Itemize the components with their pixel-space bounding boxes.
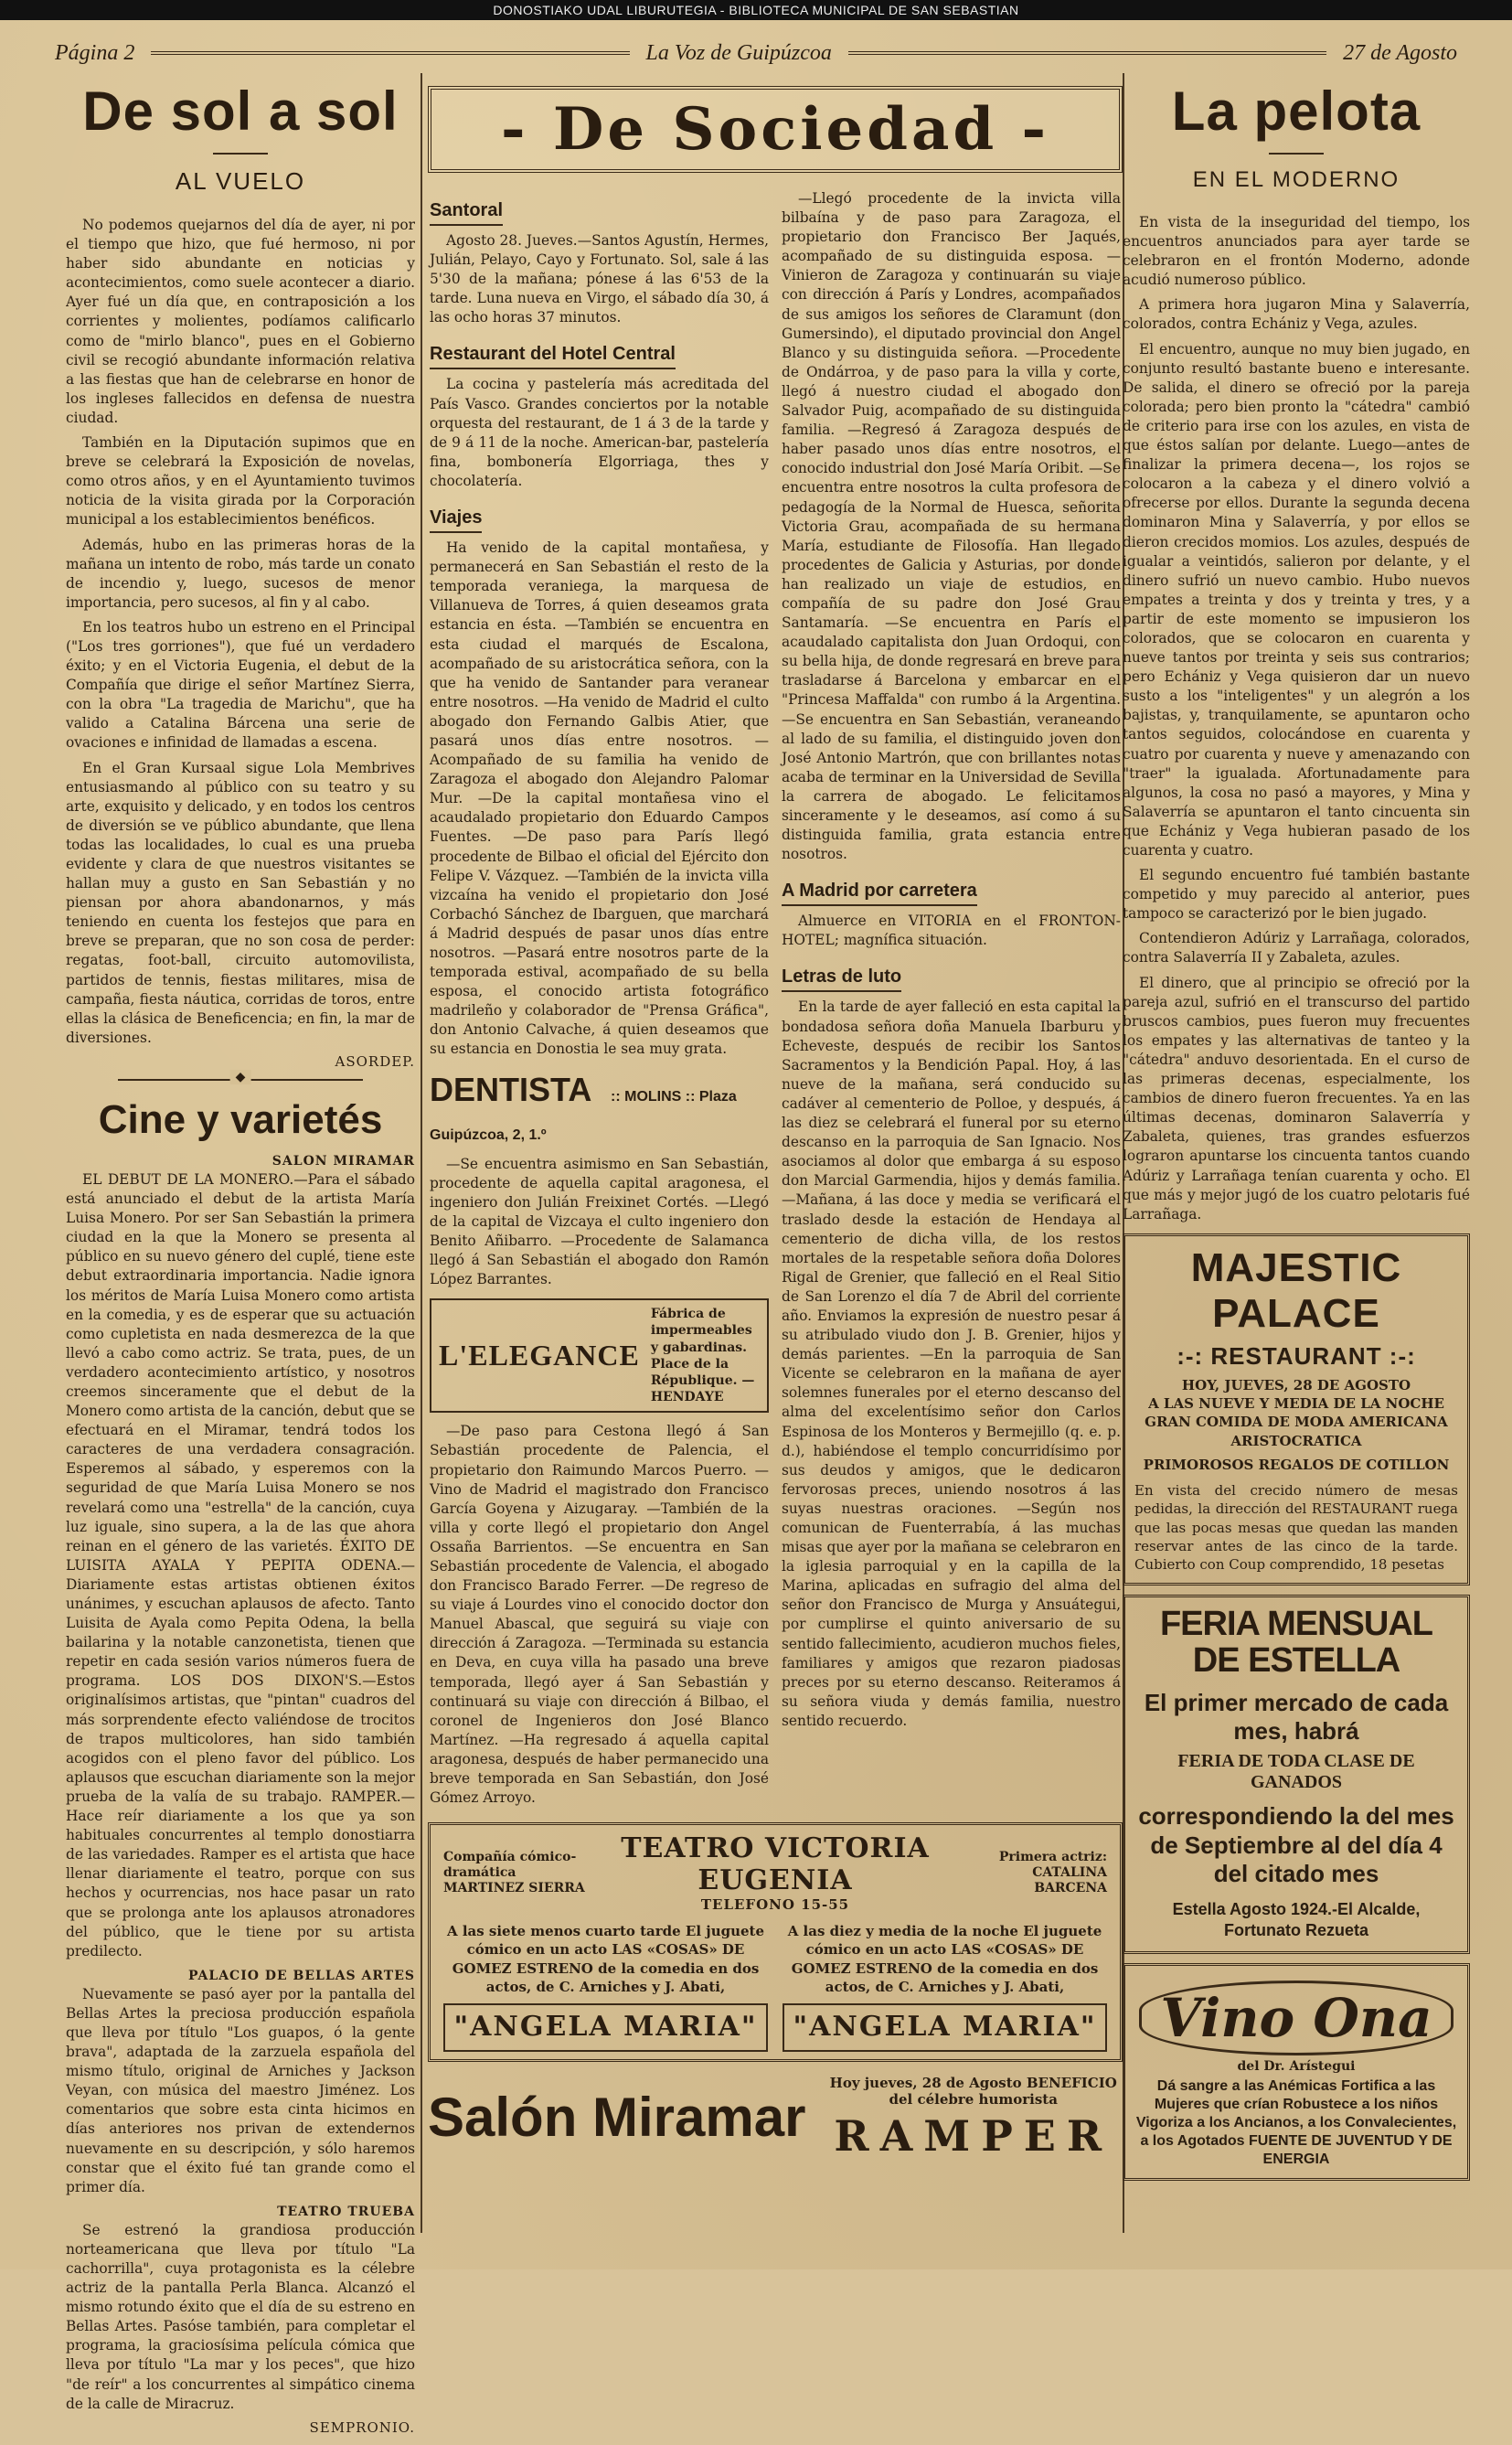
elegance-text: Fábrica de impermeables y gabardinas. Place de la République. — HENDAYE [650,1307,755,1405]
feria-line: FERIA DE TODA CLASE DE GANADOS [1177,1751,1415,1793]
teatro-company: Compañía cómico-dramática MARTINEZ SIERRA [443,1850,585,1895]
archive-banner: DONOSTIAKO UDAL LIBURUTEGIA - BIBLIOTECA MUNICIPAL DE SAN SEBASTIAN [0,0,1512,20]
issue-date: 27 de Agosto [1343,40,1457,65]
section-separator [118,1079,362,1090]
article-paragraph: En el Gran Kursaal sigue Lola Membrives entusiasmando al público con su teatro y su arte, exquisito y delicado, y en todos los centros de diversión se ve público abundante, que llena todas las localidades, lo cual es una prueba evidente y clara de que nuestros visitantes se hallan muy a gusto en San Sebastián y no piensan por ahora abandonarnos, y más teniendo en cuenta los festejos que para en breve se preparan, que no son cosa de perder: regatas, foot-ball, circuito automovilista, partidos de tennis, fiestas militares, misa de campaña, fiesta náutica, corridas de toros, entre ellas la clásica de Beneficencia; en fin, la mar de diversiones. [66,759,415,1046]
majestic-body: En vista del crecido número de mesas pedidas, la dirección del RESTAURANT ruega que las pocas mesas que quedan las manden reservar antes de las cinco de la tarde. Cubierto con Coup comprendido, 18 pesetas [1134,1482,1458,1574]
headline-de-sol-a-sol: De sol a sol [82,82,399,142]
salon-info [824,2075,1123,2161]
teatro-shows [443,1922,1107,2052]
column-de-sociedad [421,82,1130,2161]
folio-header [55,38,1457,68]
salon-artist: RAMPER [834,2110,1113,2161]
dentista-title: DENTISTA [430,1070,591,1108]
subhead-al-vuelo: AL VUELO [175,167,306,195]
ad-feria-estella [1123,1595,1470,1954]
headline-la-pelota: La pelota [1171,82,1421,142]
feria-line: correspondiendo la del mes de Septiembre al del día 4 del citado mes [1138,1802,1454,1887]
folio-rule [848,51,1326,55]
article-paragraph: —Se encuentra asimismo en San Sebastián, procedente de aquella capital aragonesa, el ingeniero don Julián Freixinet Cortés. —Llegó de la capital de Vizcaya el culto ingeniero don Benito Añibarro. —Procedente de Salamanca llegó á San Sebastián el abogado don Ramón López Barrantes. [430,1155,769,1288]
column-la-pelota [1123,82,1470,2190]
section-title-viajes: Viajes [430,507,482,533]
majestic-line: HOY, JUEVES, 28 DE AGOSTO [1181,1376,1411,1393]
majestic-restaurant: :-: RESTAURANT :-: [1177,1341,1416,1370]
feria-title: FERIA MENSUAL DE ESTELLA [1159,1605,1433,1681]
banner-de-sociedad: - De Sociedad - [428,86,1123,173]
article-signoff: ASORDEP. [335,1052,415,1070]
feria-signature: Estella Agosto 1924.-El Alcalde, Fortunato Rezueta [1172,1900,1421,1940]
play-title: "ANGELA MARIA" [443,2003,768,2052]
article-paragraph: Además, hubo en las primeras horas de la mañana un intento de robo, más tarde un conato de incendio y, luego, sucesos de menor importancia, pero sucesos, al fin y al cabo. [66,536,415,611]
sociedad-left [430,189,769,1813]
article-paragraph: Agosto 28. Jueves.—Santos Agustín, Hermes, Julián, Pelayo, Cayo y Fortunato. Sol, sale á las 5'30 de la mañana; pónese á las 6'53 de la tarde. Luna nueva en Virgo, el sábado día 30, á las ocho horas 37 minutos. [430,232,769,326]
article-paragraph: En vista de la inseguridad del tiempo, los encuentros anunciados para ayer tarde se celebraron en el frontón Moderno, adonde acudió numeroso público. [1123,214,1470,289]
salon-name: Salón Miramar [428,2087,806,2149]
article-paragraph: EL DEBUT DE LA MONERO.—Para el sábado está anunciado el debut de la artista María Luisa Monero. Por ser San Sebastián la primera ciudad en la que la Monero se presenta al público en su nuevo género del cuplé, tiene este debut extraordinaria importancia. Nadie ignora los méritos de María Luisa Monero como artista en la comedia, y es de esperar que su actuación como cupletista en nada desmerezca de la que llevó a cabo como actriz. Se trata, pues, de un verdadero acontecimiento artístico, y nosotros creemos sinceramente que el debut de la Monero como artista de la canción, debut que se efectuará en el Miramar, tendrá todos los caracteres de una verdadera consagración. Esperemos al sábado, y esperemos con la seguridad de que María Luisa Monero se nos revelará como una "estrella" de la canción, cuya luz iguale, sino supera, a la de las que ahora reinan en el género de las varietés. ÉXITO DE LUISITA AYALA Y PEPITA ODENA.—Diariamente estas artistas obtienen éxitos unánimes, y escuchan aplausos de afecto. Tanto Luisita de Ayala como Pepita Odena, la bella bailarina y la notable canzonetista, tienen que repetir en cada sesión varios números fuera de programa. LOS DOS DIXON'S.—Estos originalísimos artistas, que "pintan" cuadros del más sorprendente efecto valiéndose de trocitos de trapos multicolores, han sido también acogidos con el pleno favor del público. Los aplausos que escuchan diariamente son la mejor prueba de la valía de su trabajo. RAMPER.—Hace reír diariamente a los que ya son habituales concurrentes al templo donostiarra de las variedades. Ramper es el artista que hace llenar diariamente el teatro, porque con sus hechos y ocurrencias, nos hace pasar un rato que se prolonga ante los aplausos atronadores del público, que le tiene por su artista predilecto. [66,1170,415,1959]
article-paragraph: Nuevamente se pasó ayer por la pantalla del Bellas Artes la preciosa producción española que lleva por título "Los guapos, ó la gente brava", adaptada de la zarzuela española del mismo título, original de Arniches y Jackson Veyan, con música del maestro Jiménez. Los comentarios que sobre esta cinta hicimos en días anteriores nos privan de extendernos nuevamente en su descripción, y sólo haremos constar que el éxito fué tan grande como el primer día. [66,1985,415,2195]
teatro-telephone: TELEFONO 15-55 [700,1896,850,1914]
subhead-en-el-moderno: EN EL MODERNO [1192,167,1400,192]
majestic-line: GRAN COMIDA DE MODA AMERICANA ARISTOCRATICA [1145,1414,1448,1449]
column-de-sol-a-sol [66,82,415,2445]
folio-rule [151,51,629,55]
ornament-rule [213,153,268,155]
teatro-center [599,1832,952,1913]
article-paragraph: La cocina y pastelería más acreditada del País Vasco. Grandes conciertos por la notable orquesta del restaurant, de 1 á 3 de la tarde y de 9 á 11 de la noche. American-bar, pastelería fina, bombonería Elgorriaga, thes y chocolatería. [430,376,769,489]
headline-cine-y-varietes: Cine y varietés [98,1096,383,1142]
ad-vino-ona [1123,1963,1470,2181]
section-title-hotel-central: Restaurant del Hotel Central [430,344,676,369]
article-paragraph: El segundo encuentro fué también bastante competido y muy parecido al anterior, pues tampoco se caracterizó por le bien jugado. [1123,867,1470,923]
elegance-brand: L'ELEGANCE [439,1339,640,1372]
newspaper-title: La Voz de Guipúzcoa [645,40,832,65]
section-title-a-madrid: A Madrid por carretera [782,881,977,906]
page-number: Página 2 [55,40,135,65]
article-paragraph: No podemos quejarnos del día de ayer, ni por el tiempo que hizo, que fué hermoso, ni por haber sido abundante en noticias y acontecimientos, como suele acontecer a diario. Ayer fué un día que, en contraposición a los corrientes y molientes, podíamos calificarlo como de "mirlo blanco", pues en el Gobierno civil se recogió abundante información relativa a las fiestas que han de celebrarse en honor de los ingleses fallecidos en defensa de nuestra ciudad. [66,217,415,426]
article-paragraph: Almuerce en VITORIA en el FRONTON-HOTEL; magnífica situación. [782,913,1121,949]
article-paragraph: Contendieron Adúriz y Larrañaga, colorados, contra Salaverría II y Zabaleta, azules. [1123,930,1470,966]
article-paragraph: A primera hora jugaron Mina y Salaverría, colorados, contra Echániz y Vega, azules. [1123,296,1470,333]
rubric-teatro-trueba: TEATRO TRUEBA [277,2204,415,2219]
teatro-title: TEATRO VICTORIA EUGENIA [621,1832,930,1897]
show-text: A las siete menos cuarto tarde El juguete cómico en un acto LAS «COSAS» DE GOMEZ ESTRENO de la comedia en dos actos, de C. Arniches y J. Abati, [446,1923,765,1995]
article-paragraph: El encuentro, aunque no muy bien jugado, en conjunto resultó bastante bueno e interesante. De salida, el dinero se ofreció por la pareja colorada; pero bien pronto la "cátedra" cambió de criterio para irse con los azules, en vista de que éstos salían por delante. Luego—antes de finalizar la primera decena—, los rojos se colocaron a la cabeza y el dinero volvió a ofrecerse por ellos. Durante la segunda decena dominaron Mina y Salaverría, y por ellos se dieron crecidos momios. Los azules, después de igualar a veintidós, salieron por delante, y el dinero sufrió un nuevo cambio. Hubo nuevos empates a treinta y dos y treinta y tres, y a partir de este momento se impusieron los colorados, que se colocaron en cuarenta y nueve tantos por treinta y seis sus contrarios; pero Echániz y Vega quisieron dar un nuevo susto a los "inteligentes" y un alegrón a los bajistas, y, tranquilamente, se apuntaron ocho tantos seguidos, colocándose en cuarenta y cuatro por cuarenta y nueve y amenazando con "traer" la igualada. Afortunadamente para algunos, la cosa no pasó a mayores, y Mina y Salaverría se apuntaron el tanto cincuenta sin que Echániz y Vega hubieran pasado de los cuarenta y cuatro. [1123,340,1470,859]
article-signoff: SEMPRONIO. [309,2418,415,2436]
teatro-actress: Primera actriz: CATALINA BARCENA [998,1850,1107,1895]
article-paragraph: Se estrenó la grandiosa producción norteamericana que lleva por título "La cachorrilla", cuya protagonista es la célebre actriz de la pantalla Perla Blanca. Alcanzó el mismo rotundo éxito que el día de su estreno en Bellas Artes. Pasóse también, para completar el programa, la graciosísima película cómica que lleva por título "La mar y los peces", que hizo "de reír" a los concurrentes al simpático cinema de la calle de Miracruz. [66,2221,415,2412]
play-title: "ANGELA MARIA" [783,2003,1107,2052]
rubric-salon-miramar: SALON MIRAMAR [272,1153,415,1169]
section-title-letras-de-luto: Letras de luto [782,966,901,992]
article-paragraph: Ha venido de la capital montañesa, y permanecerá en San Sebastián el resto de la temporada veraniega, la marquesa de Villanueva de Torres, á quien deseamos grata estancia en ésta. —También se encuentra en esta ciudad el marqués de Escalona, acompañado de su aristocrática señora, con la que ha venido de Santander para veranear entre nosotros. —Ha venido de Madrid el culto abogado don Fernando Galbis Atier, que pasará unos días entre nosotros. —Acompañado de su familia ha venido de Zaragoza el abogado don Alejandro Palomar Mur. —De la capital montañesa vino el acaudalado propietario don Eduardo Campos Fuentes. —De paso para París llegó procedente de Bilbao el oficial del Ejército don Felipe V. Vázquez. —También de la invicta villa vizcaína ha venido el propietario don José Corbachó Sánchez de Ibarguen, que marchará á Madrid después de pasar unos días entre nosotros. —Pasará entre nosotros parte de la temporada estival, acompañado de su bella esposa, el conocido artista fotográfico madrileño y colaborador de "Prensa Gráfica", don Antonio Calvache, á quien deseamos que su estancia en Donostia le sea muy grata. [430,539,769,1058]
vino-maker: del Dr. Arístegui [1237,2058,1356,2074]
ad-dentista [430,1071,769,1148]
dentista-detail: :: MOLINS :: Plaza Guipúzcoa, 2, 1.º [430,1088,737,1143]
rubric-palacio-bellas-artes: PALACIO DE BELLAS ARTES [187,1968,415,1983]
sociedad-columns [421,189,1130,1813]
vino-text: Dá sangre a las Anémicas Fortifica a las Mujeres que crían Robustece a los niños Vigoriza a los Ancianos, a los Convalecientes, a los Agotados FUENTE DE JUVENTUD Y DE ENERGIA [1135,2077,1457,2167]
majestic-line: PRIMOROSOS REGALOS DE COTILLON [1143,1456,1450,1473]
teatro-header [443,1832,1107,1913]
ornament-rule [1269,153,1324,155]
salon-date-text: Hoy jueves, 28 de Agosto BENEFICIO del célebre humorista [829,2074,1117,2108]
majestic-name: MAJESTIC PALACE [1190,1244,1402,1336]
article-paragraph: —De paso para Cestona llegó á San Sebastián procedente de Palencia, el propietario don Raimundo Marcos Puerro. —Vino de Madrid el magistrado don Francisco García Goyena y Aizugaray. —También de la villa y corte llegó el propietario don Angel Ossaña Barrientos. —Se encuentra en San Sebastián procedente de Valencia, el abogado don Francisco Barado Ferrer. —De regreso de su viaje á Lourdes vino el conocido doctor don Manuel Abascal, que seguirá su viaje con dirección á Zaragoza. —Terminada su estancia en Deva, en cuya villa ha pasado una breve temporada, llegó ayer á San Sebastián y continuará su viaje con dirección á Bilbao, el coronel de Ingenieros don José Blanco Martínez. —Ha regresado á aquella capital aragonesa, después de haber permanecido una breve temporada en San Sebastián, don José Gómez Arroyo. [430,1423,769,1807]
article-paragraph: —Llegó procedente de la invicta villa bilbaína y de paso para Zaragoza, el propietario don Francisco Ber Jaqués, acompañado de su distinguida esposa. —Vinieron de Zaragoza y continuarán su viaje con dirección á París y Londres, acompañados de sus amigos los señores de Claramunt (don Gumersindo), el diputado provincial don Angel Blanco y su distinguida señora. —Procedente de Ondárroa, y de paso para la villa y corte, llegó á nuestro ciudad el abogado don Salvador Puig, acompañado de su distinguida familia. —Regresó á Zaragoza después de haber pasado unos días entre nosotros, el conocido industrial don José María Oribit. —Se encuentra entre nosotros la culta profesora de pedagogía de la Normal de Huesca, señorita Victoria Grau, acompañada de su hermana María, estudiante de Filosofía. Han llegado procedentes de Galicia y Asturias, por donde han realizado un viaje de estudios, en compañía de su padre don José Grau Santamaría. —Se encuentra en París el acaudalado capitalista don Juan Ordoqui, con su bella hija, de donde regresará en breve para trasladarse á Barcelona y embarcar en el "Princesa Maffalda" con rumbo á la Argentina. —Se encuentra en San Sebastián, veraneando al lado de su familia, el distinguido joven don José Antonio Martrón, que con brillantes notas acaba de terminar en la Universidad de Sevilla la carrera de abogado. Le felicitamos sinceramente y le deseamos, así como á su distinguida familia, grata estancia entre nosotros. [782,190,1121,863]
sociedad-right [782,189,1121,1813]
vino-ona-logo: Vino Ona [1139,1981,1453,2055]
show-text: A las diez y media de la noche El juguete cómico en un acto LAS «COSAS» DE GOMEZ ESTRENO de la comedia en dos actos, de C. Arniches y J. Abati, [787,1923,1102,1995]
article-paragraph: En la tarde de ayer falleció en esta capital la bondadosa señora doña Manuela Ibarburu y Echeveste, después de recibir los Santos Sacramentos y la Bendición Papal. Hoy, á las nueve de la mañana, será conducido su cadáver al cementerio de Polloe, y después, á las diez se celebrará el funeral por su eterno descanso en la parroquia de San Ignacio. Nos asociamos al dolor que embarga á su esposo don Marcial Garmendia, hijos y demás familia. —Mañana, á las doce y media se verificará el traslado desde la estación de Hendaya al cementerio de dicha villa, de los restos mortales de la respetable señora doña Dolores Rigal de Grenier, que falleció en el Real Sitio de San Lorenzo el día 7 de Abril del corriente año. Enviamos la expresión de nuestro pesar á su atribulado viudo don J. B. Grenier, hijos y demás parientes. —En la parroquia de San Vicente se celebraron en la mañana de ayer solemnes funerales por el eterno descanso del alma del excelentísimo señor don Carlos Espinosa de los Monteros y Bermejillo (q. e. p. d.), habiéndose el templo concurridísimo por sus deudos y amigos, que le dedicaron fervorosas preces, uniendo nosotros á las suyas nuestras oraciones. —Según nos comunican de Fuenterrabía, á las muchas misas que ayer por la mañana se celebraron en la iglesia parroquial y en la capilla de la Marina, aplicadas en sufragio del alma del señor don Francisco de Murga y Ansuátegui, por cumplirse el quinto aniversario de su sentido fallecimiento, acudieron muchos fieles, familiares y amigos que rezaron piadosas preces por su eterno descanso. Reiteramos á su señora viuda y demás familia, nuestro sentido recuerdo. [782,998,1121,1729]
feria-line: El primer mercado de cada mes, habrá [1144,1689,1449,1746]
ad-teatro-victoria-eugenia [428,1822,1123,2062]
teatro-show-night [783,1922,1107,2052]
ad-majestic-palace [1123,1233,1470,1586]
section-title-santoral: Santoral [430,200,503,226]
teatro-show-afternoon [443,1922,768,2052]
article-paragraph: También en la Diputación supimos que en breve se celebrará la Exposición de novelas, como otros años, y en el Ayuntamiento tuvimos noticia de la visita girada por la Corporación municipal a los establecimientos benéficos. [66,434,415,529]
ad-elegance [430,1298,769,1413]
article-paragraph: En los teatros hubo un estreno en el Principal ("Los tres gorriones"), que fué un verdadero éxito; y en el Victoria Eugenia, el debut de la Compañía que dirige el señor Martínez Sierra, con la obra "La tragedia de Marichu", que ha valido a Catalina Bárcena una serie de ovaciones e infinidad de llamadas a escena. [66,618,415,752]
article-paragraph: El dinero, que al principio se ofreció por la pareja azul, sufrió en el transcurso del partido bruscos cambios, pues fueron muy frecuentes los empates y las alternativas de tanteo y la "cátedra" anduvo desorientada. En el curso de las primeras decenas, especialmente, los cambios de dinero fueron frecuentes. Ya en las últimas decenas, dominaron Salaverría y Zabaleta, quienes, tras grandes esfuerzos lograron apuntarse los cincuenta tantos cuando Adúriz y Larrañaga tenían cuarenta y ocho. El que más y mejor jugó de los cuatro pelotaris fué Larrañaga. [1123,974,1470,1222]
ad-salon-miramar [428,2075,1123,2161]
majestic-line: A LAS NUEVE Y MEDIA DE LA NOCHE [1148,1395,1444,1413]
